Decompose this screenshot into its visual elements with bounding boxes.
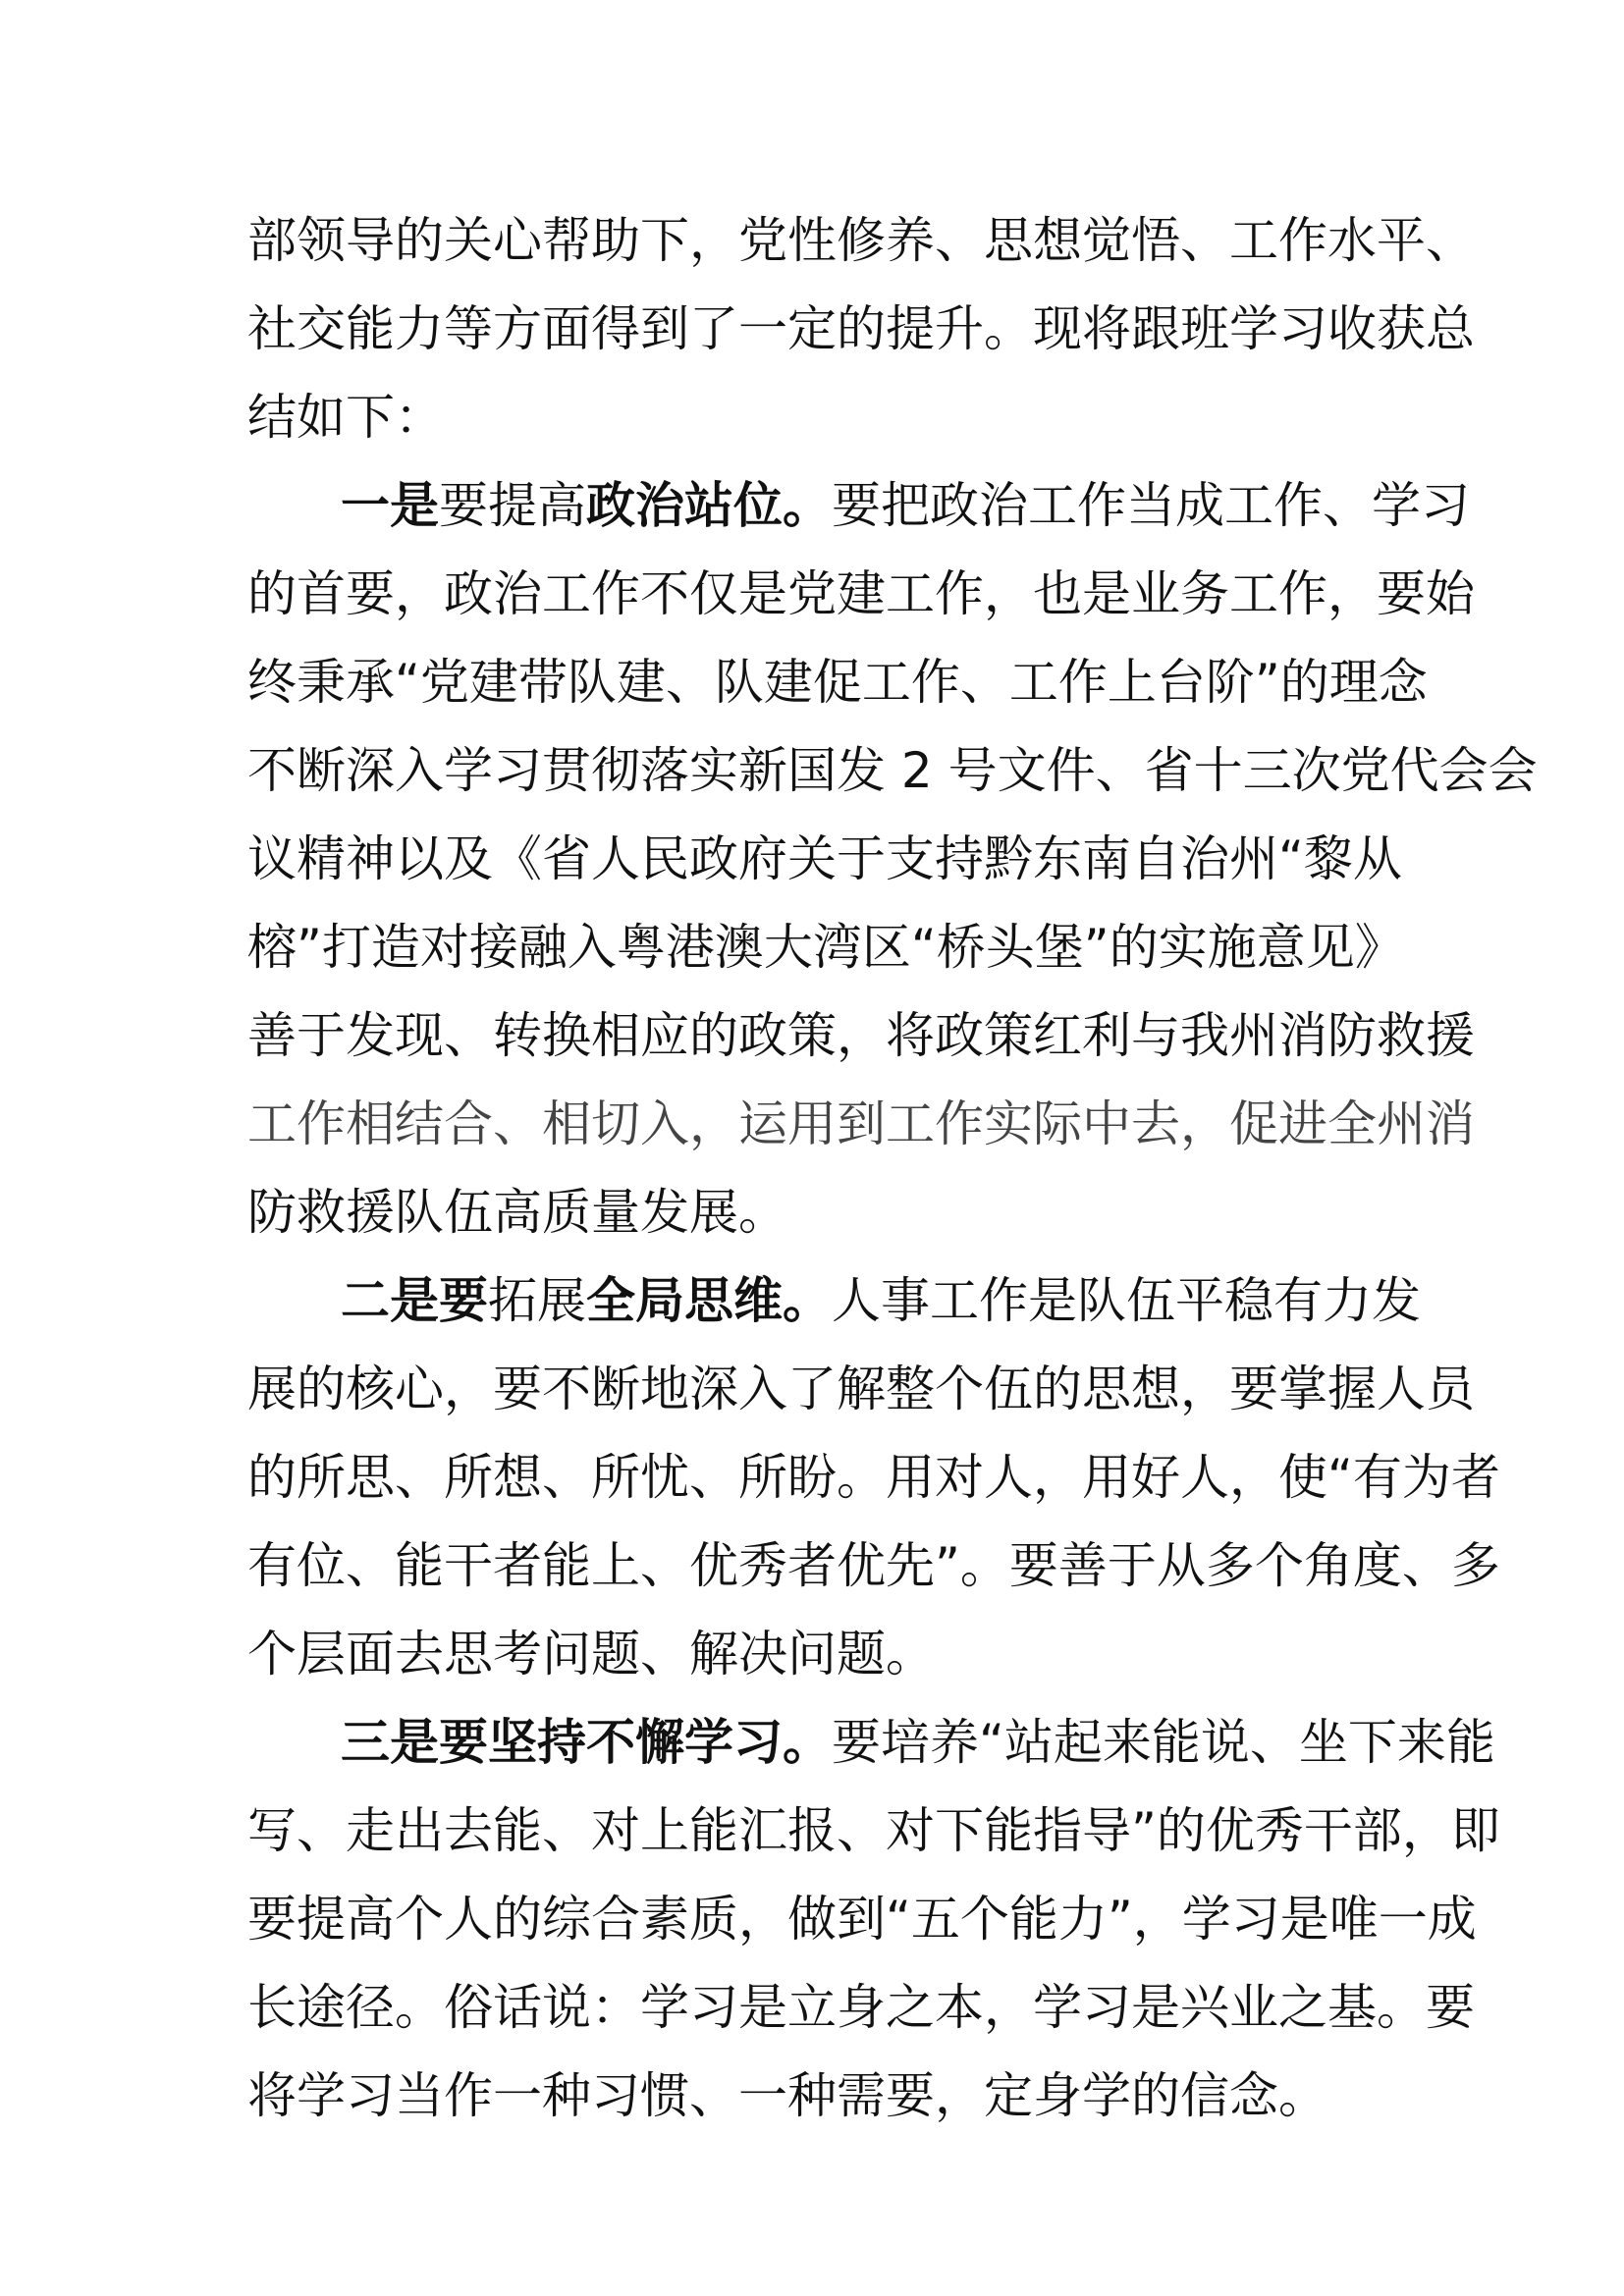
section-3-line: 将学习当作一种习惯、一种需要，定身学的信念。 bbox=[247, 2067, 1327, 2124]
section-1-line: 的首要，政治工作不仅是党建工作，也是业务工作，要始 bbox=[247, 565, 1475, 622]
section-1-line: 终秉承“党建带队建、队建促工作、工作上台阶”的理念 bbox=[247, 654, 1428, 711]
section-2-lead: 二是要 bbox=[341, 1272, 488, 1329]
section-2-line: 个层面去思考问题、解决问题。 bbox=[247, 1626, 935, 1682]
section-1-paragraph bbox=[247, 461, 1538, 1256]
intro-paragraph bbox=[247, 196, 1475, 461]
section-3-first-rest: 要培养“站起来能说、坐下来能 bbox=[832, 1714, 1495, 1771]
intro-line: 部领导的关心帮助下，党性修养、思想觉悟、工作水平、 bbox=[247, 212, 1475, 269]
section-1-line: 榕”打造对接融入粤港澳大湾区“桥头堡”的实施意见》 bbox=[247, 919, 1404, 976]
section-3-line: 要提高个人的综合素质，做到“五个能力”，学习是唯一成 bbox=[247, 1891, 1477, 1948]
section-3-line: 写、走出去能、对上能汇报、对下能指导”的优秀干部，即 bbox=[247, 1802, 1500, 1859]
section-1-line: 善于发现、转换相应的政策，将政策红利与我州消防救援 bbox=[247, 1007, 1475, 1064]
section-1-line: 工作相结合、相切入，运用到工作实际中去，促进全州消 bbox=[247, 1095, 1475, 1152]
section-3-paragraph bbox=[247, 1698, 1500, 2140]
intro-line: 结如下： bbox=[247, 389, 444, 446]
section-3-first-line bbox=[247, 1698, 1495, 1787]
section-1-first-rest: 要把政治工作当成工作、学习 bbox=[832, 477, 1470, 534]
section-1-lead: 一是 bbox=[341, 477, 439, 534]
section-2-lead-plain: 拓展 bbox=[488, 1272, 586, 1329]
section-2-first-line bbox=[247, 1256, 1421, 1345]
section-2-paragraph bbox=[247, 1256, 1500, 1698]
intro-line: 社交能力等方面得到了一定的提升。现将跟班学习收获总 bbox=[247, 300, 1475, 357]
section-1-first-line bbox=[247, 461, 1470, 550]
section-1-lead-plain: 要提高 bbox=[439, 477, 586, 534]
section-1-line: 不断深入学习贯彻落实新国发 2 号文件、省十三次党代会会 bbox=[247, 742, 1538, 799]
section-2-line: 的所思、所想、所忧、所盼。用对人，用好人，使“有为者 bbox=[247, 1449, 1500, 1506]
section-1-line: 议精神以及《省人民政府关于支持黔东南自治州“黎从 bbox=[247, 830, 1402, 887]
section-2-title: 全局思维。 bbox=[586, 1272, 832, 1329]
section-3-title: 三是要坚持不懈学习。 bbox=[341, 1714, 832, 1771]
section-1-title: 政治站位。 bbox=[586, 477, 832, 534]
section-3-line: 长途径。俗话说：学习是立身之本，学习是兴业之基。要 bbox=[247, 1979, 1475, 2036]
section-2-line: 展的核心，要不断地深入了解整个伍的思想，要掌握人员 bbox=[247, 1361, 1475, 1417]
section-1-line: 防救援队伍高质量发展。 bbox=[247, 1184, 787, 1241]
document-page bbox=[247, 196, 1538, 2140]
section-2-first-rest: 人事工作是队伍平稳有力发 bbox=[832, 1272, 1421, 1329]
section-2-line: 有位、能干者能上、优秀者优先”。要善于从多个角度、多 bbox=[247, 1537, 1500, 1594]
